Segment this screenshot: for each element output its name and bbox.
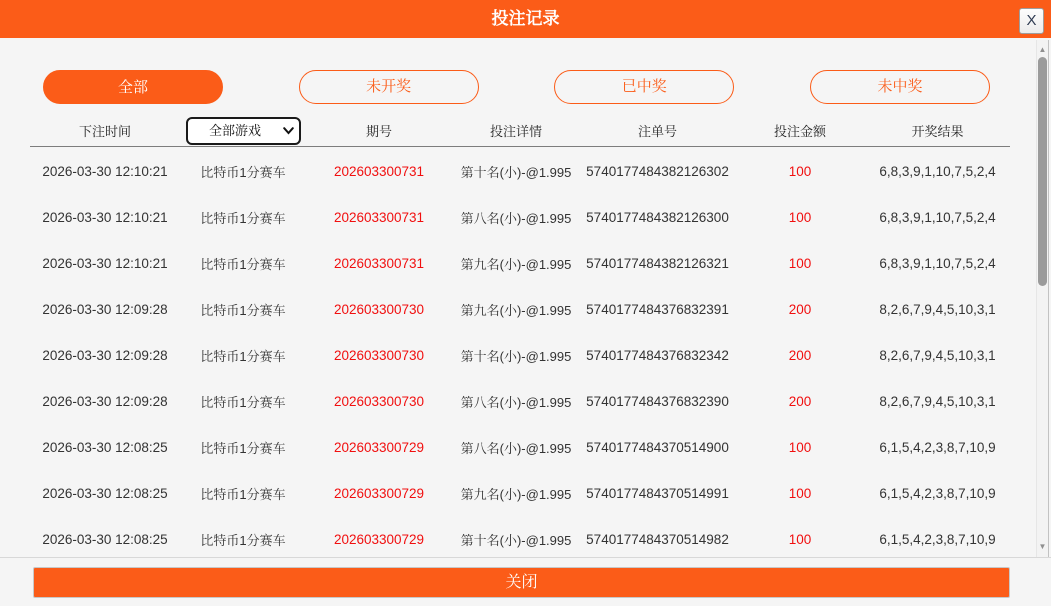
cell-result: 6,1,5,4,2,3,8,7,10,9 — [879, 439, 996, 455]
close-x-button[interactable]: X — [1019, 8, 1044, 34]
cell-game: 比特币1分赛车 — [200, 164, 286, 180]
cell-game: 比特币1分赛车 — [200, 394, 286, 410]
table-row — [0, 240, 1051, 286]
cell-result: 8,2,6,7,9,4,5,10,3,1 — [879, 301, 996, 317]
cell-period: 202603300729 — [333, 531, 425, 547]
cell-time: 2026-03-30 12:08:25 — [42, 439, 168, 455]
cell-order: 5740177484382126321 — [586, 255, 729, 271]
cell-game: 比特币1分赛车 — [200, 210, 286, 226]
filter-lost-button[interactable]: 未中奖 — [810, 70, 990, 104]
cell-amount: 200 — [788, 301, 812, 317]
cell-period: 202603300731 — [333, 209, 425, 225]
cell-game: 比特币1分赛车 — [200, 302, 286, 318]
cell-order: 5740177484376832391 — [586, 301, 729, 317]
cell-period: 202603300730 — [333, 347, 425, 363]
cell-amount: 200 — [788, 347, 812, 363]
table-row — [0, 424, 1051, 470]
cell-game: 比特币1分赛车 — [200, 348, 286, 364]
cell-details: 第十名(小)-@1.995 — [460, 532, 572, 548]
cell-game: 比特币1分赛车 — [200, 532, 286, 548]
filter-won-button[interactable]: 已中奖 — [554, 70, 734, 104]
cell-time: 2026-03-30 12:10:21 — [42, 255, 168, 271]
cell-time: 2026-03-30 12:09:28 — [42, 301, 168, 317]
dialog-titlebar — [0, 0, 1051, 38]
cell-details: 第九名(小)-@1.995 — [460, 256, 572, 272]
header-result: 开奖结果 — [911, 124, 964, 139]
cell-order: 5740177484370514991 — [586, 485, 729, 501]
dialog-title: 投注记录 — [491, 9, 560, 28]
game-filter-select[interactable] — [186, 117, 301, 145]
table-row — [0, 148, 1051, 194]
table-row — [0, 332, 1051, 378]
scroll-up-icon[interactable]: ▲ — [1038, 45, 1047, 54]
cell-details: 第十名(小)-@1.995 — [460, 348, 572, 364]
cell-period: 202603300730 — [333, 301, 425, 317]
cell-amount: 100 — [788, 531, 812, 547]
cell-order: 5740177484382126302 — [586, 163, 729, 179]
cell-time: 2026-03-30 12:09:28 — [42, 347, 168, 363]
cell-result: 6,8,3,9,1,10,7,5,2,4 — [879, 163, 996, 179]
cell-amount: 100 — [788, 439, 812, 455]
cell-result: 8,2,6,7,9,4,5,10,3,1 — [879, 393, 996, 409]
cell-details: 第九名(小)-@1.995 — [460, 486, 572, 502]
header-bet-time: 下注时间 — [78, 124, 131, 139]
filter-all-button[interactable]: 全部 — [43, 70, 223, 104]
cell-game: 比特币1分赛车 — [200, 486, 286, 502]
filter-not-drawn-button[interactable]: 未开奖 — [299, 70, 479, 104]
cell-time: 2026-03-30 12:08:25 — [42, 485, 168, 501]
cell-result: 6,1,5,4,2,3,8,7,10,9 — [879, 485, 996, 501]
header-amount: 投注金额 — [773, 124, 826, 139]
cell-amount: 100 — [788, 485, 812, 501]
table-row — [0, 378, 1051, 424]
game-filter — [186, 117, 301, 145]
footer-divider — [0, 557, 1051, 558]
cell-period: 202603300731 — [333, 163, 425, 179]
cell-details: 第九名(小)-@1.995 — [460, 302, 572, 318]
cell-period: 202603300731 — [333, 255, 425, 271]
cell-time: 2026-03-30 12:08:25 — [42, 531, 168, 547]
cell-period: 202603300730 — [333, 393, 425, 409]
records-list — [0, 148, 1051, 557]
cell-order: 5740177484376832390 — [586, 393, 729, 409]
table-row — [0, 470, 1051, 516]
table-row — [0, 194, 1051, 240]
cell-time: 2026-03-30 12:09:28 — [42, 393, 168, 409]
table-header-row — [30, 115, 1010, 147]
scroll-down-icon[interactable]: ▼ — [1038, 542, 1047, 551]
cell-details: 第十名(小)-@1.995 — [460, 164, 572, 180]
cell-amount: 100 — [788, 163, 812, 179]
cell-result: 6,8,3,9,1,10,7,5,2,4 — [879, 255, 996, 271]
cell-result: 6,1,5,4,2,3,8,7,10,9 — [879, 531, 996, 547]
cell-game: 比特币1分赛车 — [200, 440, 286, 456]
header-bet-details: 投注详情 — [489, 124, 542, 139]
cell-amount: 100 — [788, 209, 812, 225]
scrollbar-thumb[interactable] — [1038, 57, 1047, 286]
cell-details: 第八名(小)-@1.995 — [460, 210, 572, 226]
table-row — [0, 286, 1051, 332]
cell-time: 2026-03-30 12:10:21 — [42, 209, 168, 225]
cell-result: 8,2,6,7,9,4,5,10,3,1 — [879, 347, 996, 363]
cell-result: 6,8,3,9,1,10,7,5,2,4 — [879, 209, 996, 225]
filter-bar — [43, 70, 990, 104]
cell-order: 5740177484382126300 — [586, 209, 729, 225]
cell-order: 5740177484370514900 — [586, 439, 729, 455]
cell-details: 第八名(小)-@1.995 — [460, 440, 572, 456]
vertical-scrollbar[interactable] — [1036, 40, 1049, 557]
cell-amount: 100 — [788, 255, 812, 271]
cell-time: 2026-03-30 12:10:21 — [42, 163, 168, 179]
header-period: 期号 — [365, 124, 392, 139]
cell-order: 5740177484376832342 — [586, 347, 729, 363]
close-dialog-button[interactable]: 关闭 — [33, 567, 1010, 598]
cell-amount: 200 — [788, 393, 812, 409]
cell-period: 202603300729 — [333, 485, 425, 501]
table-row — [0, 516, 1051, 557]
cell-order: 5740177484370514982 — [586, 531, 729, 547]
cell-details: 第八名(小)-@1.995 — [460, 394, 572, 410]
cell-game: 比特币1分赛车 — [200, 256, 286, 272]
cell-period: 202603300729 — [333, 439, 425, 455]
header-order-no: 注单号 — [637, 124, 677, 139]
